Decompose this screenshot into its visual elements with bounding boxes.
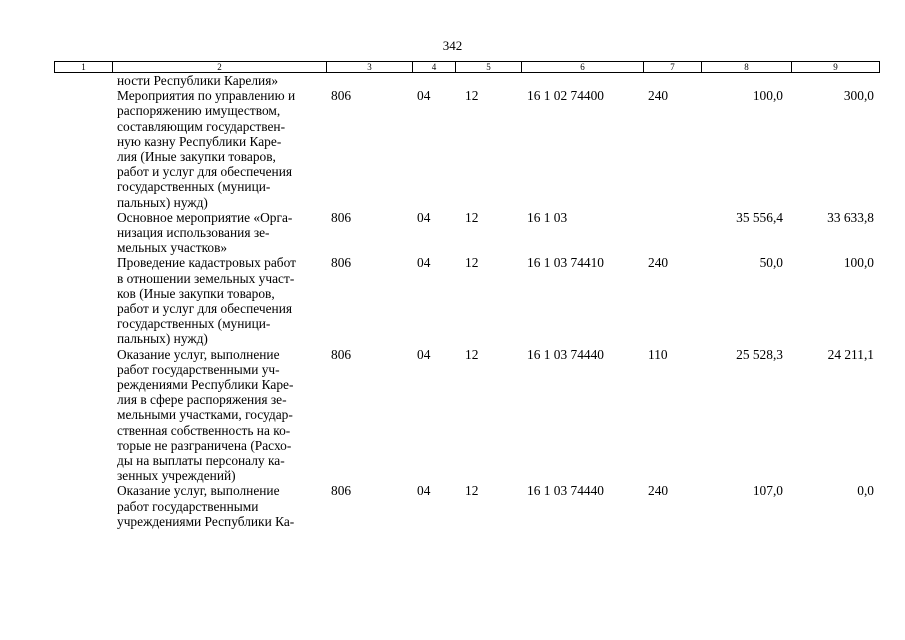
table-row [54,88,880,210]
cell-col-8: 50,0 [759,255,783,271]
name-line: торые не разграничена (Расхо- [117,437,292,453]
name-line: распоряжению имуществом, [117,103,281,119]
cell-col-5: 12 [465,209,479,225]
cell-col-5: 12 [465,255,479,271]
name-line: работ государственными [117,498,259,514]
header-col-6: 6 [521,62,643,72]
cell-col-9: 0,0 [857,483,874,499]
name-line: составляющим государствен- [117,118,286,134]
name-line: пальных) нужд) [117,194,208,210]
table-row [54,483,880,529]
name-line: лия (Иные закупки товаров, [117,149,276,165]
cell-col-4: 04 [417,255,431,271]
cell-col-9: 100,0 [843,255,874,271]
cell-col-7: 240 [648,255,669,271]
cell-col-3: 806 [331,88,352,104]
cell-col-4: 04 [417,209,431,225]
cell-col-4: 04 [417,346,431,362]
name-line: ственная собственность на ко- [117,422,291,438]
name-line: реждениями Республики Каре- [117,377,294,393]
name-line: ков (Иные закупки товаров, [117,285,275,301]
cell-col-6: 16 1 03 74440 [527,346,604,362]
header-col-9: 9 [791,62,879,72]
name-line: учреждениями Республики Ка- [117,513,295,529]
cell-col-8: 35 556,4 [736,209,783,225]
cell-col-6: 16 1 03 [527,209,568,225]
name-line: государственных (муници- [117,179,271,195]
cell-name [117,255,327,346]
cell-col-6: 16 1 03 74410 [527,255,604,271]
name-line: в отношении земельных участ- [117,270,295,286]
header-col-7: 7 [643,62,701,72]
header-col-1: 1 [81,62,86,72]
cell-col-3: 806 [331,483,352,499]
name-line: работ государственными уч- [117,361,280,377]
table-row [54,255,880,346]
name-line: ности Республики Карелия» [117,73,279,88]
cell-col-5: 12 [465,483,479,499]
cell-name [117,73,327,88]
name-line: Оказание услуг, выполнение [117,483,280,499]
name-line: мельными участками, государ- [117,407,293,423]
name-line: работ и услуг для обеспечения [117,164,293,180]
cell-col-9: 33 633,8 [827,209,874,225]
table-body [54,73,880,529]
cell-col-9: 300,0 [843,88,874,104]
name-line: зенных учреждений) [117,468,236,484]
name-line: Основное мероприятие «Орга- [117,209,293,225]
cell-name [117,483,327,529]
cell-col-8: 100,0 [752,88,783,104]
header-col-5: 5 [455,62,521,72]
cell-name [117,210,327,256]
name-line: Проведение кадастровых работ [117,255,296,271]
table-row [54,73,880,88]
table-row [54,347,880,484]
table-header [54,61,880,73]
cell-col-5: 12 [465,88,479,104]
name-line: пальных) нужд) [117,331,208,347]
cell-col-6: 16 1 02 74400 [527,88,604,104]
cell-col-3: 806 [331,209,352,225]
cell-col-6: 16 1 03 74440 [527,483,604,499]
name-line: мельных участков» [117,240,228,256]
cell-col-8: 25 528,3 [736,346,783,362]
header-col-8: 8 [701,62,791,72]
cell-col-7: 240 [648,88,669,104]
cell-col-7: 240 [648,483,669,499]
name-line: лия в сфере распоряжения зе- [117,392,287,408]
cell-col-5: 12 [465,346,479,362]
header-col-4: 4 [412,62,455,72]
cell-col-4: 04 [417,88,431,104]
cell-col-7: 110 [648,346,668,362]
header-col-3: 3 [326,62,412,72]
page-number: 342 [442,38,463,53]
name-line: ды на выплаты персоналу ка- [117,453,285,469]
cell-col-4: 04 [417,483,431,499]
name-line: Оказание услуг, выполнение [117,346,280,362]
name-line: государственных (муници- [117,316,271,332]
cell-name [117,347,327,484]
cell-col-3: 806 [331,255,352,271]
cell-col-9: 24 211,1 [827,346,874,362]
name-line: Мероприятия по управлению и [117,88,296,104]
name-line: работ и услуг для обеспечения [117,301,293,317]
table-row [54,210,880,256]
cell-col-8: 107,0 [752,483,783,499]
cell-col-3: 806 [331,346,352,362]
name-line: низация использования зе- [117,225,270,241]
cell-name [117,88,327,210]
name-line: ную казну Республики Каре- [117,133,282,149]
header-col-2: 2 [112,62,326,72]
